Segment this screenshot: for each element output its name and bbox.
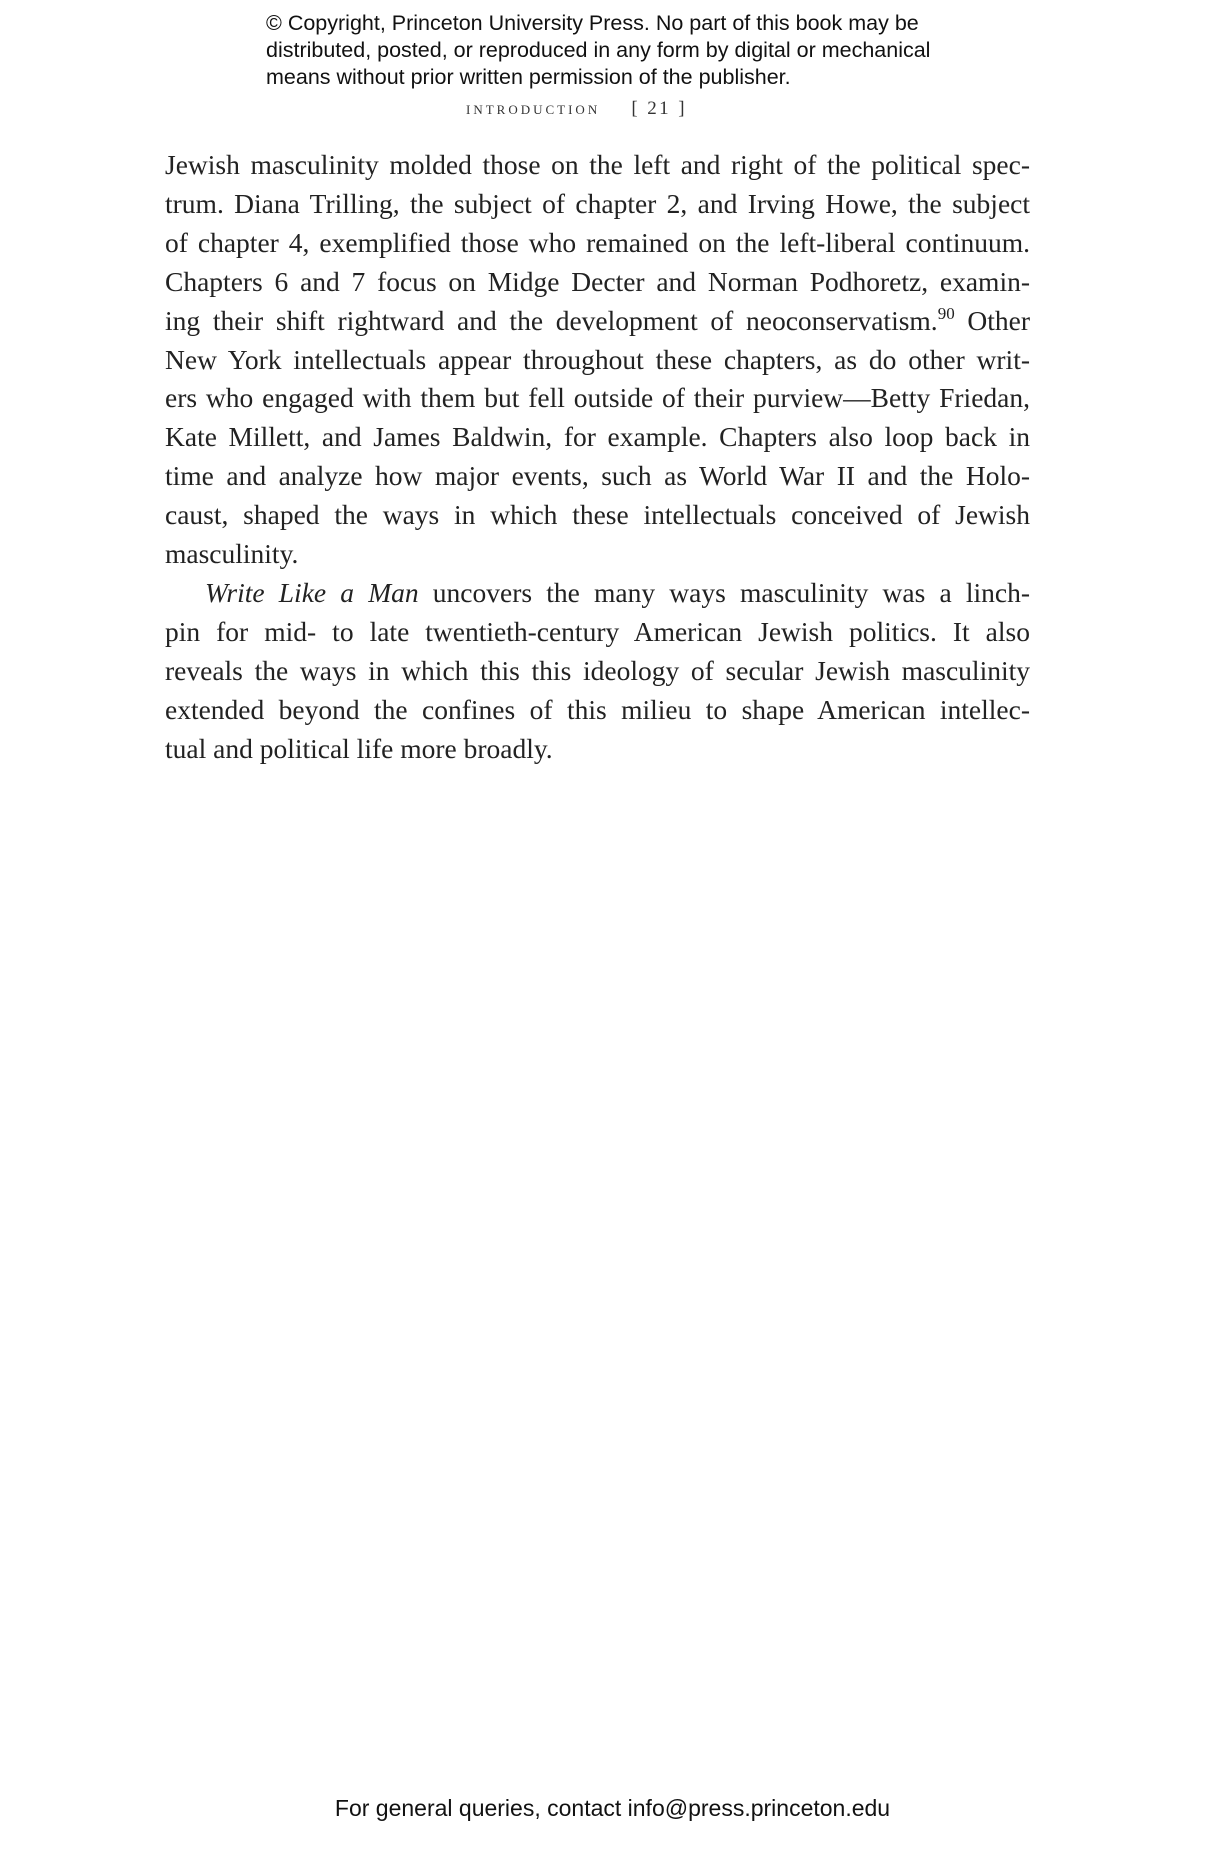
body-text [165,146,1030,769]
text-line: Jewish masculinity molded those on the left and right of the political spec- [165,149,1030,180]
paragraph-2 [165,574,1030,769]
text-line: masculinity. [165,538,299,570]
text-line: Chapters 6 and 7 focus on Midge Decter and Norman Podhoretz, examin- [165,265,1030,297]
running-head [466,98,687,120]
copyright-line: © Copyright, Princeton University Press. No part of this book may be [266,11,919,35]
copyright-line: means without prior written permission of the publisher. [266,65,791,89]
page-number: [ 21 ] [631,98,687,119]
text-line: New York intellectuals appear throughout these chapters, as do other writ- [165,343,1030,375]
text-line: extended beyond the confines of this milieu to shape American intellec- [165,693,1030,725]
text-line: reveals the ways in which this this ideology of secular Jewish masculinity [165,654,1030,686]
text-line: caust, shaped the ways in which these intellectuals conceived of Jewish [165,499,1030,531]
text-line: tual and political life more broadly. [165,732,553,764]
text-segment: Other [954,304,1030,336]
text-line: time and analyze how major events, such as World War II and the Holo- [165,460,1030,492]
footnote-reference: 90 [937,303,955,323]
footer-contact: For general queries, contact info@press.princeton.edu [334,1795,891,1821]
text-line: of chapter 4, exemplified those who remained on the left-liberal continuum. [165,226,1030,258]
book-title: Write Like a Man [205,576,419,608]
text-line-with-footnote [165,302,1030,341]
text-line: ers who engaged with them but fell outside of their purview—Betty Friedan, [165,382,1030,414]
text-segment: uncovers the many ways masculinity was a linch- [418,576,1030,608]
text-line: Kate Millett, and James Baldwin, for example. Chapters also loop back in [165,421,1030,453]
copyright-line: distributed, posted, or reproduced in any form by digital or mechanical [266,38,931,62]
text-line-with-title [165,574,1030,613]
paragraph-1 [165,146,1030,574]
text-line: pin for mid- to late twentieth-century American Jewish politics. It also [165,615,1030,647]
section-title: introduction [466,98,601,119]
copyright-notice [266,10,1026,91]
text-segment: ing their shift rightward and the development of neoconservatism. [165,304,938,336]
text-line: trum. Diana Trilling, the subject of chapter 2, and Irving Howe, the subject [165,187,1030,219]
